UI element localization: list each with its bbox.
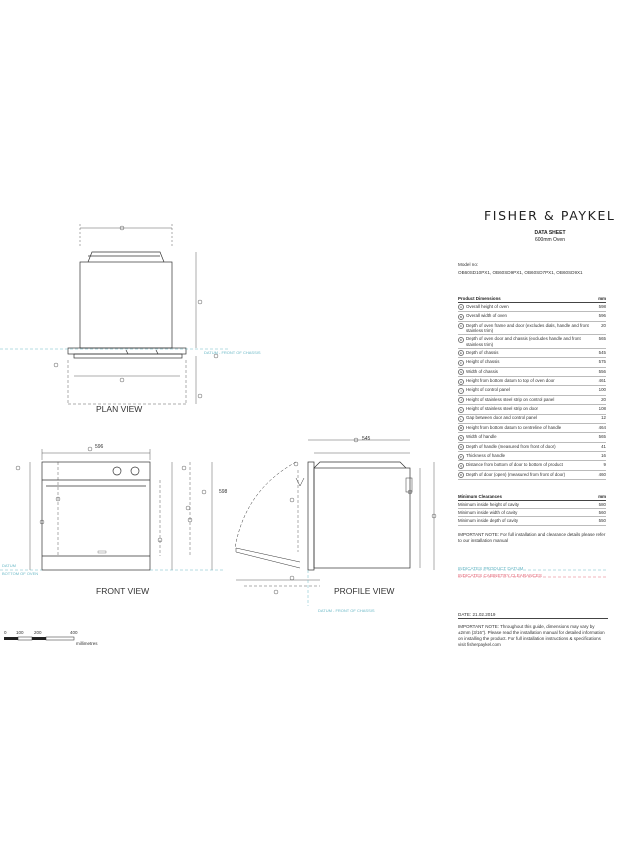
row-label: Overall width of oven (466, 313, 507, 319)
row-label: Minimum inside depth of cavity (458, 518, 519, 524)
front-bottom-label: BOTTOM OF OVEN (2, 571, 39, 576)
row-value: 461 (598, 377, 606, 383)
scale-tick: 100 (16, 630, 24, 635)
row-value: 598 (598, 303, 606, 309)
dimension-code: L (458, 416, 464, 422)
profile-depth-dim: 545 (362, 436, 371, 442)
table-header: Product Dimensions mm (458, 296, 606, 301)
row-label: Minimum inside width of cavity (458, 510, 518, 516)
table-row (458, 303, 606, 312)
row-label: Width of handle (466, 434, 497, 440)
table-row (458, 443, 606, 452)
row-value: 596 (598, 313, 606, 319)
dimension-code: B (459, 314, 462, 319)
scale-bar-graphic (4, 628, 114, 652)
row-label: Overall height of oven (466, 303, 509, 309)
dimension-code: J (458, 397, 464, 403)
table-row (458, 461, 606, 470)
scale-tick: 200 (34, 630, 42, 635)
row-value: 556 (598, 368, 606, 374)
row-label: Distance from bottom of door to bottom of product (466, 462, 563, 468)
table-row (458, 501, 606, 509)
row-label: Depth of handle (measured from front of door) (466, 443, 556, 449)
dimension-code: P (459, 454, 462, 459)
brand-logo: FISHER & PAYKEL (484, 208, 616, 223)
dimension-code: N (459, 435, 463, 440)
row-label: Height from bottom datum to centreline of handle (466, 424, 562, 430)
model-values: OB60SD10PX1, OB60SD9PX1, OB60SD7PX1, OB60SD9X1 (458, 270, 583, 275)
table-row (458, 368, 606, 377)
row-label: Gap between door and control panel (466, 415, 538, 421)
row-value: 545 (598, 349, 606, 355)
table-row (458, 358, 606, 367)
row-label: Height from bottom datum to top of oven door (466, 377, 555, 383)
important-note-installation: IMPORTANT NOTE: For full installation and clearance details please refer to our installation manual (458, 532, 606, 543)
row-label: Thickness of handle (466, 452, 506, 458)
dimension-code: Q (459, 463, 463, 468)
table-row (458, 471, 606, 480)
table-row (458, 377, 606, 386)
table-row (458, 335, 606, 349)
row-value: 460 (598, 471, 606, 477)
row-value: 580 (598, 501, 606, 507)
front-view-drawing (0, 449, 224, 570)
scale-tick: 0 (4, 630, 7, 635)
table-row (458, 424, 606, 433)
scale-unit: millimetres (76, 641, 98, 646)
dimension-code: O (459, 445, 463, 450)
table-row (458, 509, 606, 517)
dimension-code: D (459, 337, 463, 342)
dimension-code: R (459, 473, 463, 478)
front-datum-label: DATUM (2, 563, 16, 568)
row-value: 560 (598, 510, 606, 516)
row-value: 12 (601, 415, 606, 421)
model-label: Model no: (458, 262, 479, 267)
table-row (458, 396, 606, 405)
dimension-code: E (459, 351, 462, 356)
dimension-code: I (458, 388, 464, 394)
row-value: 20 (601, 322, 606, 328)
row-value: 100 (598, 387, 606, 393)
front-view-label: FRONT VIEW (96, 586, 150, 596)
row-label: Depth of oven frame and door (excludes dials, handle and front stainless trim) (466, 322, 589, 334)
dimension-code: G (459, 370, 463, 375)
row-value: 565 (598, 336, 606, 342)
row-label: Minimum inside height of cavity (458, 501, 520, 507)
table-row (458, 322, 606, 336)
dimension-code: F (458, 360, 464, 366)
front-width-dim: 596 (95, 444, 104, 450)
dimension-code: M (459, 426, 463, 431)
table-header: Minimum Clearances mm (458, 494, 606, 499)
legend-cabinetry-clearances: INDICATES CABINETRY CLEARANCES (458, 573, 542, 578)
table-row (458, 452, 606, 461)
product-dimensions-table (458, 296, 606, 480)
row-label: Height of stainless steel strip on control panel (466, 396, 555, 402)
table-row (458, 312, 606, 321)
row-label: Depth of door (open) (measured from front of door) (466, 471, 566, 477)
row-label: Height of stainless steel strip on door (466, 406, 538, 412)
plan-datum-label: DATUM - FRONT OF CHASSIS (204, 350, 261, 355)
important-note-tolerance: IMPORTANT NOTE: Throughout this guide, dimensions may vary by ±2mm (3/16"). Please read the installation manual for detailed information on installing the product. For full installation instructions & specifications visit fisherpaykel.com (458, 624, 605, 647)
row-label: Depth of chassis (466, 349, 499, 355)
dimension-code: A (459, 305, 462, 310)
date: DATE: 21.02.2019 (458, 612, 496, 617)
table-row (458, 415, 606, 424)
row-label: Depth of oven door and chassis (excludes handle and front stainless trim) (466, 336, 581, 347)
front-height-dim: 598 (219, 489, 228, 495)
scale-tick: 400 (70, 630, 78, 635)
row-label: Width of chassis (466, 368, 498, 374)
table-row (458, 405, 606, 414)
row-label: Height of control panel (466, 387, 510, 393)
profile-view-label: PROFILE VIEW (334, 586, 395, 596)
table-row (458, 517, 606, 525)
profile-view-drawing (235, 440, 434, 606)
minimum-clearances-table (458, 494, 606, 526)
dimension-code: C (459, 324, 463, 329)
dimension-code: H (459, 379, 463, 384)
row-value: 41 (601, 443, 606, 449)
plan-view-label: PLAN VIEW (96, 404, 143, 414)
row-value: 9 (603, 462, 606, 468)
row-label: Height of chassis (466, 359, 500, 365)
row-value: 16 (601, 452, 606, 458)
row-value: 20 (601, 396, 606, 402)
row-value: 565 (598, 434, 606, 440)
row-value: 575 (598, 359, 606, 365)
dimension-code: K (459, 407, 462, 412)
row-value: 108 (598, 406, 606, 412)
legend-product-datum: INDICATES PRODUCT DATUM (458, 566, 524, 571)
sheet-title: DATA SHEET (534, 230, 566, 236)
table-row (458, 433, 606, 442)
table-row (458, 386, 606, 395)
row-value: 550 (598, 518, 606, 524)
row-value: 464 (598, 424, 606, 430)
profile-datum-label: DATUM - FRONT OF CHASSIS (318, 608, 375, 613)
table-row (458, 349, 606, 358)
scale-bar (4, 628, 114, 657)
sheet-subtitle: 600mm Oven (534, 237, 565, 243)
plan-view-drawing (68, 224, 196, 404)
